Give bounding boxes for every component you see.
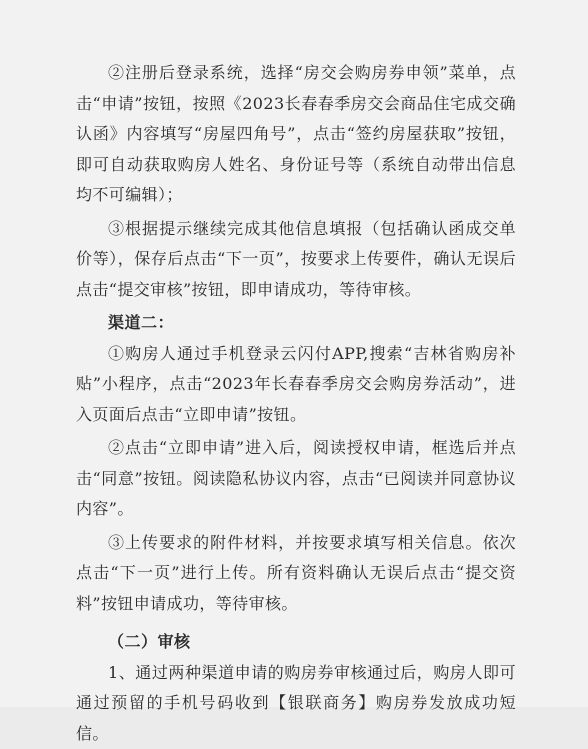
document-body <box>76 58 516 749</box>
paragraph-review-1: 1、通过两种渠道申请的购房券审核通过后，购房人即可通过预留的手机号码收到【银联商务】购房券发放成功短信。 <box>76 658 516 749</box>
section-heading-review: （二）审核 <box>76 627 516 658</box>
paragraph-channel-2-step-2: ②点击“立即申请”进入后，阅读授权申请，框选后并点击“同意”按钮。阅读隐私协议内容，点击“已阅读并同意协议内容”。 <box>76 433 516 525</box>
section-heading-channel-2: 渠道二： <box>76 308 516 339</box>
paragraph-channel-2-step-1: ①购房人通过手机登录云闪付APP,搜索“吉林省购房补贴”小程序，点击“2023年长春春季房交会购房券活动”，进入页面后点击“立即申请”按钮。 <box>76 339 516 431</box>
paragraph-channel-2-step-3: ③上传要求的附件材料，并按要求填写相关信息。依次点击“下一页”进行上传。所有资料确认无误后点击“提交资料”按钮申请成功，等待审核。 <box>76 528 516 620</box>
paragraph-step-3: ③根据提示继续完成其他信息填报（包括确认函成交单价等），保存后点击“下一页”，按要求上传要件，确认无误后点击“提交审核”按钮，即申请成功，等待审核。 <box>76 214 516 306</box>
paragraph-step-2: ②注册后登录系统，选择“房交会购房券申领”菜单，点击“申请”按钮，按照《2023长春春季房交会商品住宅成交确认函》内容填写“房屋四角号”，点击“签约房屋获取”按钮，即可自动获取购房人姓名、身份证号等（系统自动带出信息均不可编辑）； <box>76 58 516 211</box>
